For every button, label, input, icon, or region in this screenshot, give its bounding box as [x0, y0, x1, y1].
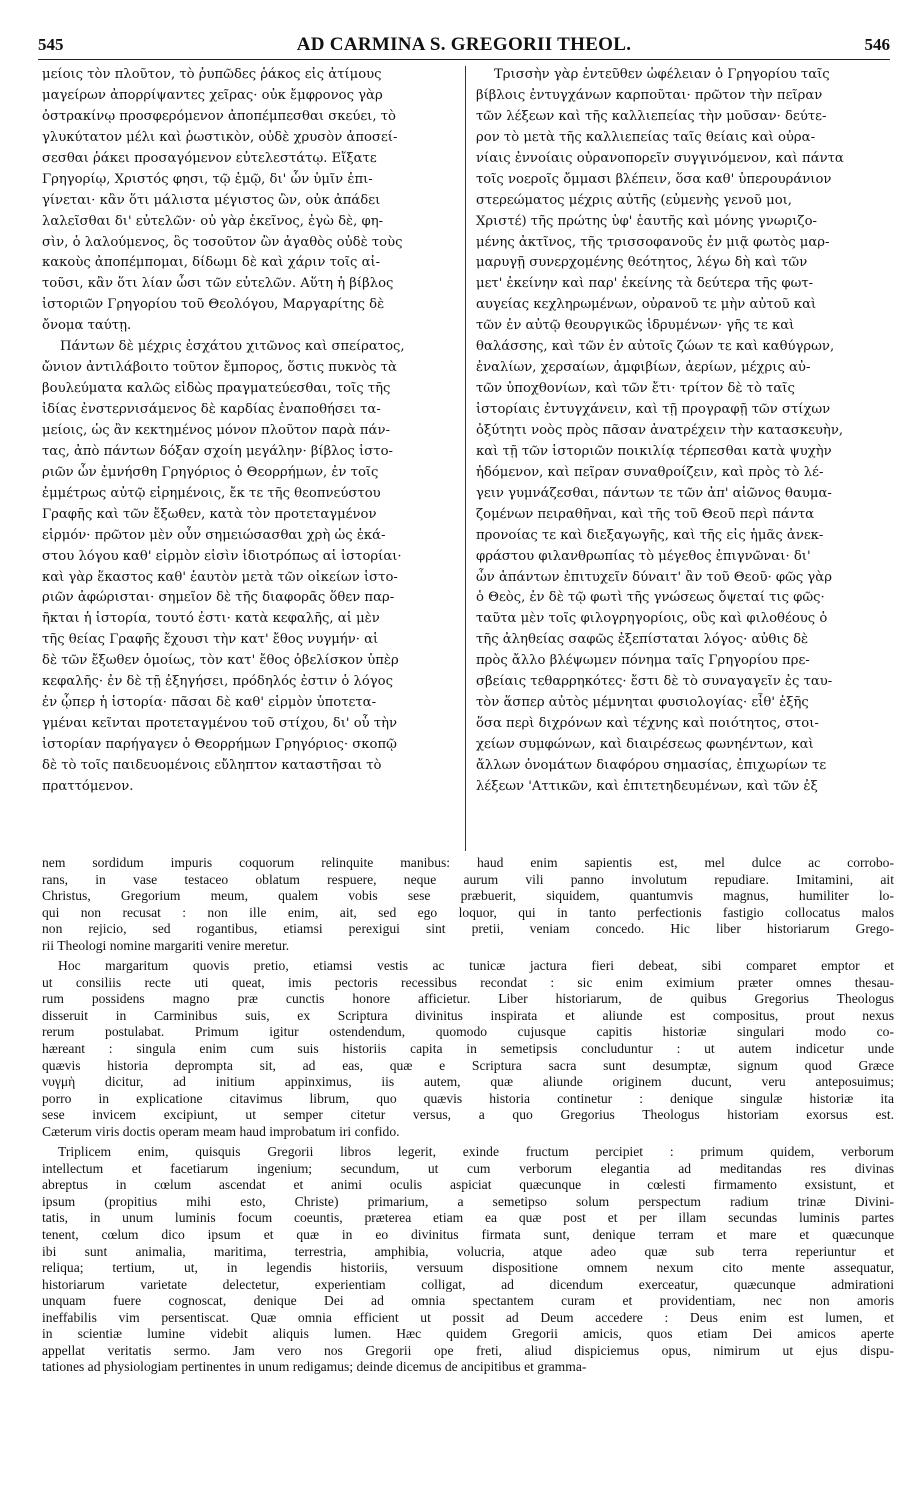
latin-line: Hoc margaritum quovis pretio, etiamsi vestis ac tunicæ jactura fieri debeat, sibi comparet emptor et: [58, 958, 894, 974]
greek-right-line: τῶν ὑποχθονίων, καὶ τῶν ἔτι· τρίτον δὲ τὸ ταῖς: [476, 381, 795, 397]
greek-left-line: δὲ τὸ τοῖς παιδευομένοις εὔληπτον καταστῆσαι τὸ: [42, 757, 382, 773]
greek-right-line: μαρυγῇ συνερχομένης θεότητος, λέγω δὴ καὶ τῶν: [476, 255, 808, 271]
greek-right-line: νίαις ἐννοίαις οὐρανοπορεῖν συγγινόμενον, καὶ πάντα: [476, 150, 844, 166]
greek-left-line: ὄνομα ταύτῃ.: [42, 318, 132, 334]
latin-line: Christus, Gregorium meum, qualem vobis sese præbuerit, siquidem, quantumvis magnus, humiliter lo-: [42, 888, 894, 904]
greek-right-line: τῆς ἀληθείας σαφῶς ἐξεπίσταται λόγος· αὐθις δὲ: [476, 632, 809, 648]
greek-right-line: προνοίας τε καὶ διεξαγωγῆς, καὶ τῆς εἰς ἡμᾶς ἀνεκ-: [476, 527, 824, 543]
greek-right-line: ἐναλίων, χερσαίων, ἀμφιβίων, ἀερίων, μέχρις αὐ-: [476, 360, 811, 376]
latin-line: Triplicem enim, quisquis Gregorii libros legerit, exinde fructum percipiet : primum quidem, verborum: [58, 1144, 894, 1160]
greek-left-line: μαγείρων ἀπορρίψαντες χεῖρας· οὐκ ἔμφρονος γὰρ: [42, 87, 383, 103]
greek-left-line: Γραφῆς καὶ τῶν ἔξωθεν, κατὰ τὸν προτεταγμένον: [42, 506, 377, 522]
right-page-number: 546: [864, 35, 890, 54]
greek-right-line: τῶν ἐν αὐτῷ θεουργικῶς ἱδρυμένων· γῆς τε καὶ: [476, 318, 795, 334]
greek-left-column: [42, 65, 454, 855]
greek-left-line: γλυκύτατον μέλι καὶ ῥωστικὸν, οὐδὲ χρυσὸν ἀποσεί-: [42, 129, 398, 145]
greek-right-line: Τρισσὴν γὰρ ἐντεῦθεν ὠφέλειαν ὁ Γρηγορίου ταῖς: [494, 67, 830, 82]
greek-right-line: ὀξύτητι νοὸς πρὸς πᾶσαν ἀνατρέχειν τὴν κατασκευὴν,: [476, 422, 844, 438]
latin-line: tationes ad physiologiam pertinentes in unum redigamus; deinde dicemus de ancipitibus et gramma-: [42, 1359, 587, 1375]
greek-left-line: σὶν, ὁ λαλούμενος, ὃς τοσοῦτον ὢν ἀγαθὸς οὐδὲ τοὺς: [42, 234, 403, 250]
greek-left-line: τοῦσι, κἂν ὅτι λίαν ὦσι τῶν εὐτελῶν. Αὕτη ἡ βίβλος: [42, 276, 394, 292]
greek-left-line: εἱρμόν· πρῶτον μὲν οὖν σημειώσασθαι χρὴ ὡς ἑκά-: [42, 527, 386, 543]
latin-line: rerum postulabat. Primum igitur ostendendum, quomodo cujusque capitis historiæ singulari modo co-: [42, 1024, 894, 1040]
latin-line: unquam fuere cognoscat, denique Dei ad omnia spectantem curam et providentiam, nec non amoris: [42, 1293, 894, 1309]
greek-left-line: ἐν ᾧπερ ἡ ἱστορία· πᾶσαι δὲ καθ' εἱρμὸν ὑποτετα-: [42, 695, 377, 711]
column-divider: [465, 66, 466, 851]
running-header: [38, 34, 890, 58]
greek-left-line: ριῶν ὧν ἐμνήσθη Γρηγόριος ὁ Θεορρήμων, ἐν τοῖς: [42, 464, 379, 480]
latin-line: Cæterum viris doctis operam meam haud improbatum iri confido.: [42, 1123, 400, 1139]
latin-line: in scientiæ lumine videbit aliquis lumen. Hæc quidem Gregorii amicis, quos etiam Dei amicos aperte: [42, 1326, 894, 1342]
greek-left-line: μείοις τὸν πλοῦτον, τὸ ῥυπῶδες ῥάκος εἰς ἀτίμους: [42, 67, 382, 82]
latin-line: non rejicio, sed rogantibus, etiamsi perexigui sint pretii, veniam concedo. Hic liber historiarum Grego-: [42, 921, 894, 937]
latin-line: intellectum et facetiarum ingenium; secundum, ut cum verborum elegantia ad meditandas res divinas: [42, 1160, 894, 1176]
greek-right-line: Χριστέ) τῆς πρώτης ὑφ' ἑαυτῆς καὶ μόνης γνωριζο-: [476, 213, 817, 229]
greek-left-line: ἰδίας ἐνστερνισάμενος δὲ καρδίας ἐναποθήσει τα-: [42, 402, 381, 417]
greek-right-line: ἡδόμενον, καὶ πεῖραν συναθροίζειν, καὶ πρὸς τὸ λέ-: [476, 464, 824, 480]
running-title: AD CARMINA S. GREGORII THEOL.: [296, 34, 632, 55]
latin-line: ineffabilis vim persentiscat. Quæ omnia efficient ut possit ad Deum accedere : Deus enim est lumen, et: [42, 1309, 894, 1325]
greek-left-line: τῆς θείας Γραφῆς ἔχουσι τὴν κατ' ἔθος νυγμήν· αἱ: [42, 632, 379, 648]
greek-left-line: γίνεται· κἂν ὅτι μάλιστα μέγιστος ὢν, οὐκ ἀπάδει: [42, 192, 381, 208]
latin-line: qui non recusat : non ille enim, ait, sed ego loquor, qui in tanto perfectionis fastigio collocatus malos: [42, 904, 894, 920]
latin-line: ibi sunt animalia, maritima, terrestria, amphibia, volucria, atque adeo quæ sub terra reperiuntur et: [42, 1243, 894, 1259]
greek-left-line: γμέναι κεῖνται προτεταγμένου τοῦ στίχου, δι' οὗ τὴν: [42, 716, 398, 732]
greek-right-line: γειν γυμνάζεσθαι, πάντων τε τῶν ἀπ' αἰῶνος θαυμα-: [476, 485, 832, 501]
greek-right-line: στερεώματος μέχρις αὐτῆς (εὐμενὴς γενοῦ μοι,: [476, 192, 792, 208]
latin-line: rans, in vase testaceo oblatum respuere, neque aurum vili panno involutum repudiare. Imitamini, ait: [42, 871, 894, 887]
greek-right-line: ὅσα περὶ διχρόνων καὶ τέχνης καὶ ποιότητος, στοι-: [476, 716, 819, 732]
greek-right-line: ὧν ἁπάντων ἐπιτυχεῖν δύναιτ' ἂν τοῦ Θεοῦ· φῶς γὰρ: [476, 569, 832, 585]
latin-line: ut consiliis recte uti queat, imis pectoris recessibus recondat : sic enim eximium præter omnes thesau-: [42, 974, 894, 990]
latin-line: historiarum varietate delectetur, experientiam colligat, ad dicendum exerceatur, quæcunque admirationi: [42, 1276, 894, 1292]
greek-right-line: ἱστορίαις ἐντυγχάνειν, καὶ τῇ προγραφῇ τῶν στίχων: [476, 402, 831, 417]
greek-right-line: θαλάσσης, καὶ τῶν ἐν αὐτοῖς ζώων τε καὶ καθύγρων,: [476, 339, 835, 355]
greek-right-column: [476, 65, 892, 855]
greek-right-line: ρον τὸ μετὰ τῆς καλλιεπείας ταῖς θείαις καὶ οὐρα-: [476, 129, 816, 145]
greek-left-line: ἱστορίαν παρήγαγεν ὁ Θεορρήμων Γρηγόριος· σκοπῷ: [42, 737, 397, 752]
left-page-number: 545: [38, 35, 64, 54]
greek-left-line: μείοις, ὡς ἂν κεκτημένος μόνον πλοῦτον παρὰ πάν-: [42, 422, 390, 438]
greek-right-line: βίβλοις ἐντυγχάνων καρποῦται· πρῶτον τὴν πεῖραν: [476, 87, 823, 103]
latin-line: reliqua; tertium, ut, in legendis historiis, versuum dispositione omnem nexum cito mente assequatur,: [42, 1260, 894, 1276]
greek-right-line: χείων συμφώνων, καὶ διαιρέσεως φωνηέντων, καὶ: [476, 737, 814, 752]
greek-left-line: ὤνιον ἀντιλάβοιτο τοῦτον ἔμπορος, ὅστις πυκνὸς τὰ: [42, 360, 397, 376]
greek-right-line: τῶν λέξεων καὶ τῆς καλλιεπείας τὴν μοῦσαν· δεύτε-: [476, 108, 827, 124]
latin-line: disseruit in Carminibus suis, ex Scriptura divinitus inspirata et aliunde est compositus, prout nexus: [42, 1007, 894, 1023]
greek-right-line: φράστου φιλανθρωπίας τὸ μέγεθος ἐπιγνῶναι· δι': [476, 548, 811, 564]
greek-left-line: κακοὺς ἀποπέμπομαι, δίδωμι δὲ καὶ χάριν τοῖς αἰ-: [42, 255, 381, 271]
greek-right-line: ταῦτα μὲν τοῖς φιλογρηγορίοις, οὓς καὶ φιλοθέους ὁ: [476, 611, 828, 627]
latin-line: νυγμὴ dicitur, ad initium appinximus, iis autem, quæ aliunde originem ducunt, veru anteposuimus;: [42, 1074, 894, 1090]
greek-left-line: ριῶν ἀφώρισται· σημεῖον δὲ τῆς διαφορᾶς ὅθεν παρ-: [42, 590, 395, 606]
latin-line: ipsum (propitius mihi esto, Christe) primarium, a semetipso solum perspectum radium trinæ Divini-: [42, 1193, 894, 1209]
latin-line: abreptus in cœlum ascendat et animi oculis aspiciat quæcunque in cœlesti firmamento exsistunt, et: [42, 1177, 894, 1193]
greek-left-line: κεφαλῆς· ἐν δὲ τῇ ἐξηγήσει, πρόδηλός ἐστιν ὁ λόγος: [42, 674, 394, 690]
latin-line: rii Theologi nomine margariti venire meretur.: [42, 937, 290, 953]
greek-left-line: πραττόμενον.: [42, 778, 134, 794]
greek-right-line: μένης ἀκτῖνος, τῆς τρισσοφανοῦς ἐν μιᾷ φωτὸς μαρ-: [476, 234, 830, 250]
greek-right-line: καὶ τῇ τῶν ἱστοριῶν ποικιλίᾳ τέρπεσθαι κατὰ ψυχὴν: [476, 443, 832, 459]
greek-right-line: πρὸς ἄλλο βλέψωμεν πόνημα ταῖς Γρηγορίου πρε-: [476, 653, 810, 669]
greek-right-line: αυγείας κεχληρωμένων, οὐρανοῦ τε μὴν αὐτοῦ καὶ: [476, 297, 817, 313]
latin-line: appellat veritatis sermo. Jam vero nos Gregorii ope freti, aliud dispiciemus opus, nimirum ut ejus dispu-: [42, 1342, 894, 1358]
greek-right-line: τὸν ἅσπερ αὐτὸς μέμνηται φυσιολογίας· εἶθ' ἑξῆς: [476, 695, 809, 711]
greek-right-line: τοῖς νοεροῖς ὄμμασι βλέπειν, ὅσα καθ' ὑπερουράνιον: [476, 171, 832, 187]
greek-right-line: λέξεων 'Αττικῶν, καὶ ἐπιτετηδευμένων, καὶ τῶν ἐξ: [476, 778, 818, 794]
latin-line: rum possidens magno præ cunctis honore afficietur. Liber historiarum, de quibus Gregorius Theologus: [42, 991, 894, 1007]
greek-left-line: ἱστοριῶν Γρηγορίου τοῦ Θεολόγου, Μαργαρίτης δὲ: [42, 297, 385, 313]
greek-right-line: ὁ Θεὸς, ἐν δὲ τῷ φωτὶ τῆς γνώσεως ὄψεταί τις φῶς·: [476, 590, 825, 606]
header-rule: [38, 59, 890, 60]
latin-translation: [42, 855, 894, 1485]
latin-line: porro in explicatione citavimus librum, quo quævis historia continetur : denique singulæ historiæ ita: [42, 1090, 894, 1106]
greek-left-line: δὲ τῶν ἔξωθεν ὁμοίως, τὸν κατ' ἔθος ὀβελίσκον ὑπὲρ: [42, 653, 399, 669]
greek-left-line: ῆκται ἡ ἱστορία, τουτό ἐστι· κατὰ κεφαλῆς, αἱ μὲν: [42, 611, 380, 627]
greek-right-line: ζομένων πειραθῆναι, καὶ τῆς τοῦ Θεοῦ περὶ πάντα: [476, 506, 815, 522]
greek-left-line: ἐμμέτρως αὐτῷ εἰρημένοις, ἔκ τε τῆς θεοπνεύστου: [42, 485, 381, 501]
latin-line: quævis historia deprompta sit, ad eas, quæ e Scriptura sacra sunt desumptæ, signum quod Græce: [42, 1057, 894, 1073]
greek-right-line: σβείαις τεθαρρηκότες· ἔστι δὲ τὸ συναγαγεῖν ἐς ταυ-: [476, 674, 833, 690]
greek-right-line: μετ' ἐκείνην καὶ παρ' ἐκείνης τὰ δεύτερα τῆς φωτ-: [476, 276, 814, 292]
latin-line: tenent, cœlum dico ipsum et quæ in eo divinitus firmata sunt, denique terram et mare et quæcunque: [42, 1227, 894, 1243]
latin-line: hæreant : singula enim cum suis historiis capita in semetipsis concluduntur : ut autem indicetur unde: [42, 1041, 894, 1057]
greek-left-line: σεσθαι ῥάκει προσαγόμενον εὐτελεστάτῳ. Εἴξατε: [42, 150, 377, 166]
greek-left-line: στου λόγου καθ' εἱρμὸν εἰσὶν ἰδιοτρόπως αἱ ἱστορίαι·: [42, 548, 402, 564]
greek-left-line: Πάντων δὲ μέχρις ἐσχάτου χιτῶνος καὶ σπείρατος,: [60, 339, 405, 355]
greek-left-line: ὀστρακίνῳ προσφερόμενον ἀποπέμπεσθαι σκεύει, τὸ: [42, 108, 396, 124]
latin-line: tatis, in unum luminis focum coeuntis, præterea etiam ea quæ post et per illam secundas luminis partes: [42, 1210, 894, 1226]
greek-left-line: καὶ γὰρ ἕκαστος καθ' ἑαυτὸν μετὰ τῶν οἰκείων ἱστο-: [42, 569, 398, 585]
greek-right-line: ἄλλων ὀνομάτων διαφόρου σημασίας, ἐπιχωρίων τε: [476, 757, 827, 773]
greek-left-line: Γρηγορίῳ, Χριστός φησι, τῷ ἐμῷ, δι' ὧν ὑμῖν ἐπι-: [42, 171, 373, 187]
greek-left-line: τας, ἀπὸ πάντων δόξαν σχοίη μεγάλην· βίβλος ἱστο-: [42, 443, 393, 459]
greek-left-line: λαλεῖσθαι δι' εὐτελῶν· οὐ γὰρ ἐκεῖνος, ἐγὼ δὲ, φη-: [42, 213, 384, 229]
greek-left-line: βουλεύματα καλῶς εἰδὼς πραγματεύεσθαι, τοῖς τῆς: [42, 381, 391, 397]
latin-line: sese invicem excipiunt, ut semper citetur versus, a quo Gregorius Theologus historiam exorsus est.: [42, 1107, 894, 1123]
latin-line: nem sordidum impuris coquorum relinquite manibus: haud enim sapientis est, mel dulce ac corrobo-: [42, 855, 894, 870]
